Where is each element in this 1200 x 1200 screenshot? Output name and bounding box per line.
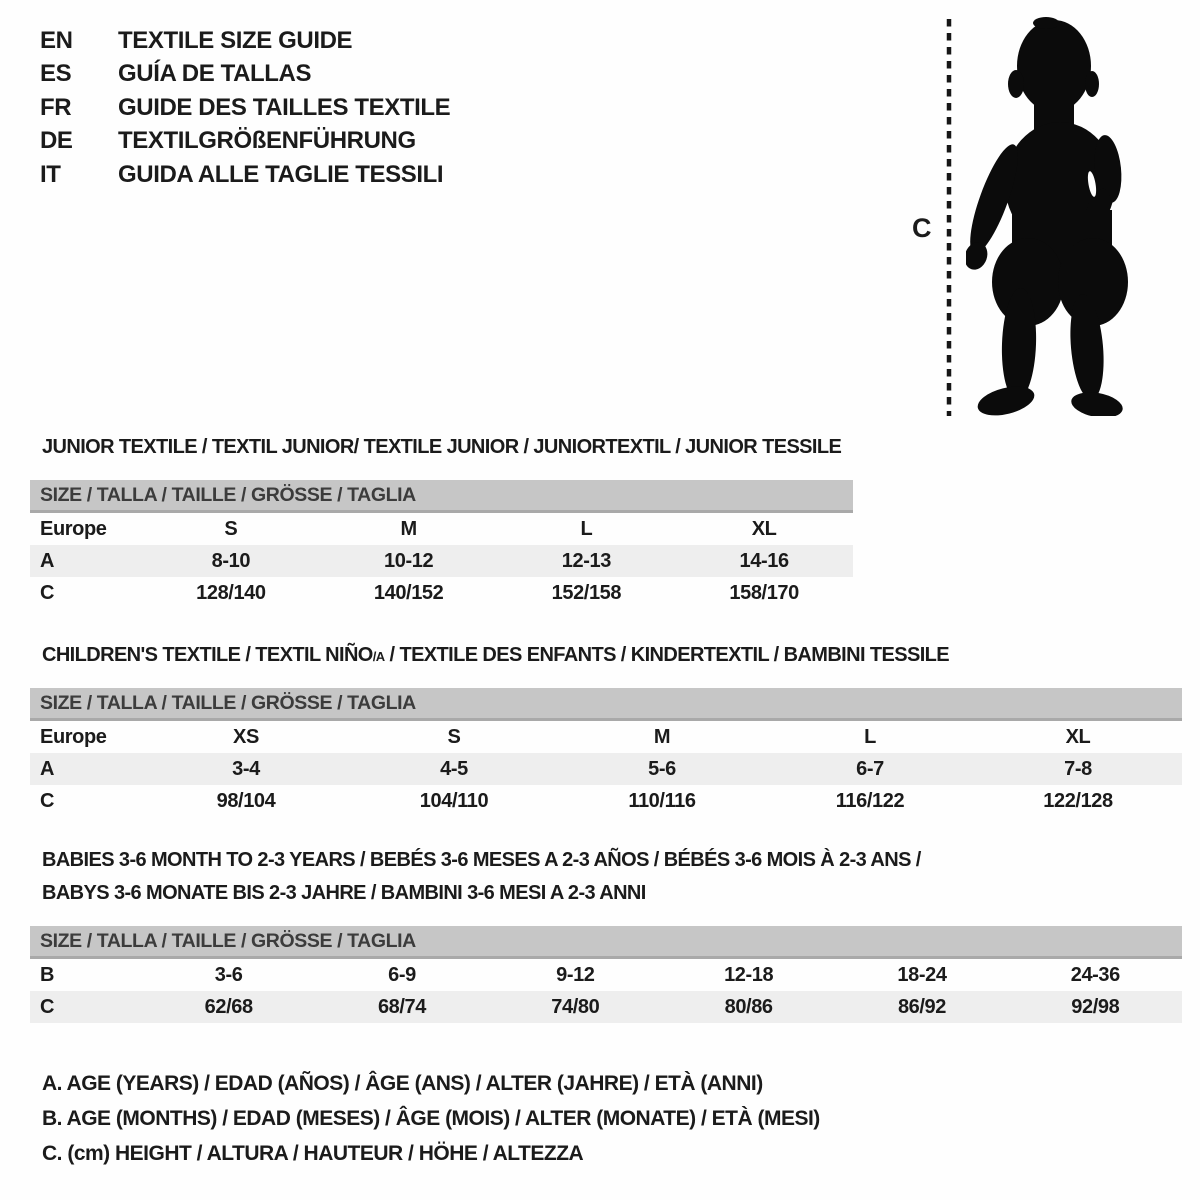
height-cell: 140/152	[373, 581, 444, 604]
height-measure-label: C	[912, 213, 932, 243]
children-title-sub: /A	[372, 649, 385, 664]
babies-size-table	[30, 926, 1182, 1023]
row-label: B	[40, 963, 55, 986]
language-row-es	[40, 58, 450, 92]
age-cell: 8-10	[211, 549, 251, 572]
age-cell: 4-5	[440, 757, 468, 780]
row-label: C	[40, 995, 55, 1018]
legend-line-c: C. (cm) HEIGHT / ALTURA / HAUTEUR / HÖHE / ALTEZZA	[42, 1142, 584, 1165]
language-title: GUIDE DES TAILLES TEXTILE	[118, 93, 451, 121]
height-cell: 158/170	[729, 581, 799, 604]
row-label: C	[40, 789, 55, 812]
age-cell: 3-4	[232, 757, 260, 780]
junior-section-title: JUNIOR TEXTILE / TEXTIL JUNIOR/ TEXTILE JUNIOR / JUNIORTEXTIL / JUNIOR TESSILE	[42, 436, 842, 458]
height-cell: 62/68	[204, 995, 253, 1018]
age-cell: 10-12	[384, 549, 434, 572]
age-cell: 18-24	[897, 963, 947, 986]
babies-title-line2: BABYS 3-6 MONATE BIS 2-3 JAHRE / BAMBINI 3-6 MESI A 2-3 ANNI	[42, 882, 646, 904]
children-title-rest: / TEXTILE DES ENFANTS / KINDERTEXTIL / BAMBINI TESSILE	[384, 644, 950, 666]
legend-line-b: B. AGE (MONTHS) / EDAD (MESES) / ÂGE (MOIS) / ALTER (MONATE) / ETÀ (MESI)	[42, 1107, 820, 1130]
height-cell: 116/122	[835, 789, 905, 812]
language-code: FR	[40, 93, 72, 121]
age-cell: 24-36	[1070, 963, 1120, 986]
language-row-en	[40, 24, 450, 58]
height-cell: 68/74	[377, 995, 427, 1018]
row-label: C	[40, 581, 55, 604]
age-cell: 12-18	[724, 963, 774, 986]
legend	[42, 1066, 820, 1171]
size-cell: XL	[1065, 725, 1091, 748]
height-cell: 104/110	[419, 789, 489, 812]
language-list	[40, 24, 450, 192]
age-cell: 5-6	[648, 757, 676, 780]
language-code: IT	[40, 160, 61, 188]
table-row-age-months	[30, 959, 1182, 991]
height-cell: 110/116	[628, 789, 696, 812]
legend-line-a: A. AGE (YEARS) / EDAD (AÑOS) / ÂGE (ANS) / ALTER (JAHRE) / ETÀ (ANNI)	[42, 1072, 763, 1095]
size-cell: L	[580, 517, 593, 540]
size-header-bar: SIZE / TALLA / TAILLE / GRÖSSE / TAGLIA	[30, 926, 1182, 959]
language-title: TEXTILE SIZE GUIDE	[118, 26, 353, 54]
table-row-europe	[30, 721, 1182, 753]
height-cell: 98/104	[216, 789, 276, 812]
language-code: DE	[40, 127, 73, 155]
table-row-europe	[30, 513, 853, 545]
language-code: ES	[40, 60, 72, 88]
age-cell: 9-12	[556, 963, 595, 986]
children-title-main: CHILDREN'S TEXTILE / TEXTIL NIÑO	[42, 644, 373, 666]
row-label: A	[40, 757, 55, 780]
size-cell: S	[447, 725, 461, 748]
size-cell: XS	[233, 725, 259, 748]
children-section-title	[42, 644, 949, 667]
language-row-it	[40, 158, 450, 192]
size-cell: L	[864, 725, 876, 748]
age-cell: 6-9	[388, 963, 416, 986]
size-cell: S	[224, 517, 238, 540]
row-label: Europe	[40, 517, 107, 540]
age-cell: 6-7	[856, 757, 884, 780]
row-label: Europe	[40, 725, 107, 748]
size-header-bar: SIZE / TALLA / TAILLE / GRÖSSE / TAGLIA	[30, 688, 1182, 721]
height-cell: 74/80	[551, 995, 600, 1018]
babies-title-line1: BABIES 3-6 MONTH TO 2-3 YEARS / BEBÉS 3-6 MESES A 2-3 AÑOS / BÉBÉS 3-6 MOIS À 2-3 ANS /	[42, 849, 921, 871]
size-header-bar: SIZE / TALLA / TAILLE / GRÖSSE / TAGLIA	[30, 480, 853, 513]
table-row-height	[30, 577, 853, 609]
language-row-fr	[40, 91, 450, 125]
table-row-height	[30, 991, 1182, 1023]
table-row-age	[30, 753, 1182, 785]
language-title: TEXTILGRÖßENFÜHRUNG	[118, 127, 416, 155]
row-label: A	[40, 549, 55, 572]
height-cell: 80/86	[724, 995, 773, 1018]
height-cell: 128/140	[196, 581, 266, 604]
language-code: EN	[40, 26, 73, 54]
size-cell: M	[653, 725, 671, 748]
age-cell: 12-13	[561, 549, 611, 572]
age-cell: 3-6	[214, 963, 243, 986]
language-row-de	[40, 125, 450, 159]
height-measure-dashed-line	[946, 16, 952, 418]
height-cell: 122/128	[1043, 789, 1113, 812]
table-row-age	[30, 545, 853, 577]
language-title: GUIDA ALLE TAGLIE TESSILI	[118, 160, 444, 188]
junior-size-table	[30, 480, 853, 609]
language-title: GUÍA DE TALLAS	[118, 60, 312, 88]
size-cell: M	[400, 517, 417, 540]
age-cell: 7-8	[1064, 757, 1092, 780]
babies-section-title	[42, 844, 921, 910]
size-cell: XL	[751, 517, 777, 540]
height-cell: 92/98	[1071, 995, 1120, 1018]
age-cell: 14-16	[739, 549, 789, 572]
height-cell: 152/158	[551, 581, 622, 604]
children-size-table	[30, 688, 1182, 817]
height-cell: 86/92	[897, 995, 946, 1018]
toddler-silhouette-icon	[966, 14, 1140, 416]
table-row-height	[30, 785, 1182, 817]
